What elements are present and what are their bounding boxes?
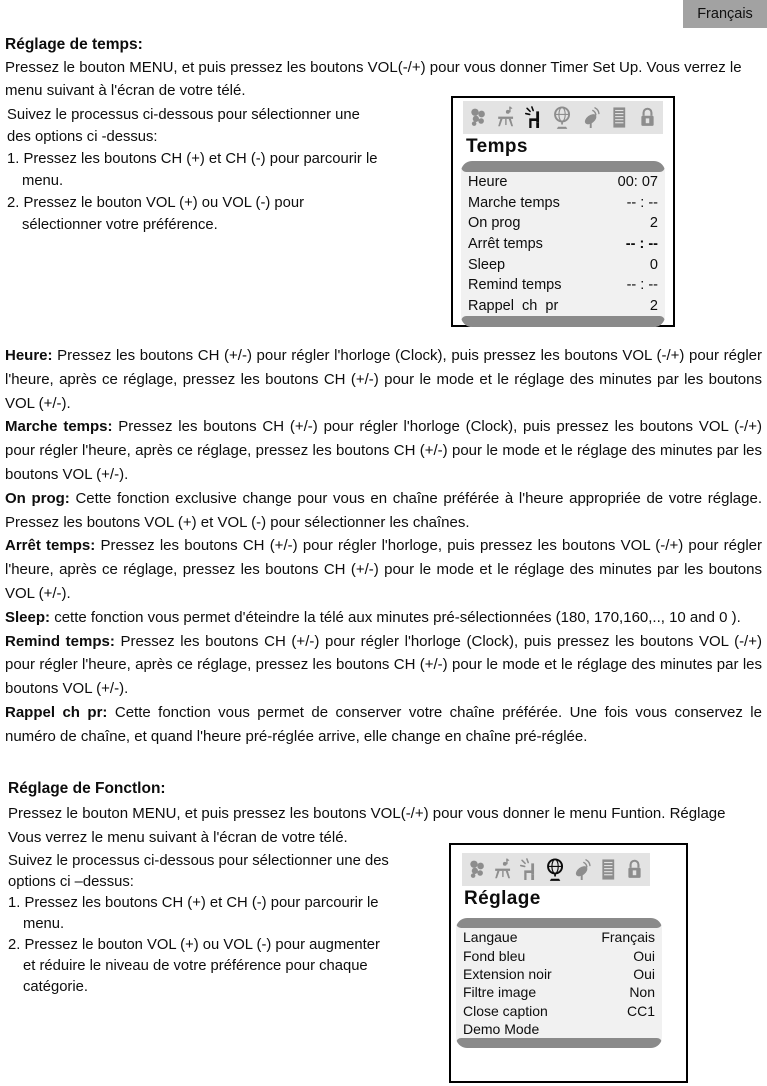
timer-section-intro: Pressez le bouton MENU, et puis pressez les boutons VOL(-/+) pour vous donner Timer Set Up. Vous verrez le menu suivant à l'écran de votre télé. xyxy=(5,59,742,99)
antenna-icon xyxy=(581,105,602,130)
definition-marche-temps: Marche temps: Pressez les boutons CH (+/-) pour régler l'horloge (Clock), puis pressez les boutons VOL (-/+) pour régler l'heure, après ce réglage, pressez les boutons CH (+/-) pour le mode et le réglage des minutes par les boutons VOL (+/-). xyxy=(5,418,762,483)
function-section-heading: Réglage de Fonctlon: xyxy=(8,780,166,797)
antenna-icon xyxy=(572,857,593,882)
osd-icon-bar xyxy=(463,101,663,134)
menu-row: Langaue Français xyxy=(463,929,655,946)
audio-icon xyxy=(496,105,517,130)
osd-menu-title: Réglage xyxy=(464,888,541,909)
menu-row: Arrêt temps -- : -- xyxy=(468,236,658,253)
function-intro-line2: Vous verrez le menu suivant à l'écran de votre télé. xyxy=(8,829,348,846)
osd-menu-panel xyxy=(461,161,665,327)
definition-remind-temps: Remind temps: Pressez les boutons CH (+/-) pour régler l'horloge (Clock), puis pressez les boutons VOL (-/+) pour régler l'heure, après ce réglage, pressez les boutons CH (+/-) pour le mode et le réglage des minutes par les boutons VOL (+/-). xyxy=(5,632,762,698)
menu-row: Rappel ch pr 2 xyxy=(468,297,658,314)
menu-row: Heure 00: 07 xyxy=(468,174,658,191)
timer-follow-text: Suivez le processus ci-dessous pour sélectionner une des options ci -dessus: xyxy=(7,107,360,145)
osd-menu-temps xyxy=(451,96,675,327)
function-follow-text: Suivez le processus ci-dessous pour sélectionner une des options ci –dessus: xyxy=(8,853,389,890)
program-icon xyxy=(609,105,630,130)
definition-rappel-ch-pr: Rappel ch pr: Cette fonction vous permet de conserver votre chaîne préférée. Une fois vous conservez le numéro de chaîne, et quand l'heure pré-réglée arrive, elle change en chaîne pré-réglée. xyxy=(5,703,762,745)
osd-menu-title: Temps xyxy=(466,136,528,157)
menu-row: Extension noir Oui xyxy=(463,965,655,982)
function-step-1: 1. Pressez les boutons CH (+) et CH (-) pour parcourir le menu. xyxy=(8,895,379,932)
function-steps-block xyxy=(8,851,392,998)
definition-on-prog: On prog: Cette fonction exclusive change pour vous en chaîne préférée à l'heure appropriée de votre réglage. Pressez les boutons VOL (+) et VOL (-) pour sélectionner les chaînes. xyxy=(5,489,763,531)
definition-sleep: Sleep: cette fonction vous permet d'éteindre la télé aux minutes pré-sélectionnées (180, 170,160,.., 10 and 0 ). xyxy=(5,608,741,626)
panel-top-bar xyxy=(461,161,665,172)
language-tab: Français xyxy=(683,0,767,28)
function-intro-line1: Pressez le bouton MENU, et puis pressez les boutons VOL(-/+) pour vous donner le menu Funtion. Réglage xyxy=(8,805,726,822)
panel-top-bar xyxy=(456,918,662,928)
globe-icon xyxy=(552,105,573,130)
menu-row: Sleep 0 xyxy=(468,256,658,273)
menu-row: Demo Mode xyxy=(463,1021,540,1038)
osd-menu-panel xyxy=(456,918,662,1048)
timer-icon xyxy=(524,105,545,130)
definition-heure: Heure: Pressez les boutons CH (+/-) pour régler l'horloge (Clock), puis pressez les boutons VOL (-/+) pour régler l'heure, après ce réglage, pressez les boutons CH (+/-) pour le mode et le réglage des minutes par les boutons VOL (+/-). xyxy=(5,347,762,412)
picture-icon xyxy=(468,105,489,130)
menu-row: Filtre image Non xyxy=(463,984,655,1001)
lock-icon xyxy=(637,105,658,130)
timer-icon xyxy=(519,857,540,882)
menu-row: Marche temps -- : -- xyxy=(468,194,658,211)
timer-steps-block xyxy=(7,104,379,236)
panel-bottom-bar xyxy=(461,316,665,327)
menu-row: Close caption CC1 xyxy=(463,1002,655,1019)
audio-icon xyxy=(493,857,514,882)
menu-row: Remind temps -- : -- xyxy=(468,277,658,294)
program-icon xyxy=(598,857,619,882)
timer-definitions xyxy=(5,344,762,749)
lock-icon xyxy=(624,857,645,882)
timer-section-heading: Réglage de temps: xyxy=(5,36,143,53)
osd-icon-bar xyxy=(462,853,650,886)
timer-step-1: 1. Pressez les boutons CH (+) et CH (-) pour parcourir le menu. xyxy=(7,151,378,189)
globe-icon xyxy=(545,857,566,882)
picture-icon xyxy=(467,857,488,882)
menu-row: Fond bleu Oui xyxy=(463,947,655,964)
definition-arret-temps: Arrêt temps: Pressez les boutons CH (+/-) pour régler l'horloge, puis pressez les boutons VOL (-/+) pour régler l'heure, après ce réglage, pressez les boutons CH (+/-) pour le mode et le réglage des minutes par les boutons VOL (+/-). xyxy=(5,537,763,602)
panel-bottom-bar xyxy=(456,1038,662,1048)
timer-step-2: 2. Pressez le bouton VOL (+) ou VOL (-) pour sélectionner votre préférence. xyxy=(7,195,305,233)
menu-row: On prog 2 xyxy=(468,215,658,232)
osd-menu-reglage xyxy=(449,843,688,1083)
function-step-2: 2. Pressez le bouton VOL (+) ou VOL (-) pour augmenter et réduire le niveau de votre préférence pour chaque catégorie. xyxy=(8,937,380,995)
